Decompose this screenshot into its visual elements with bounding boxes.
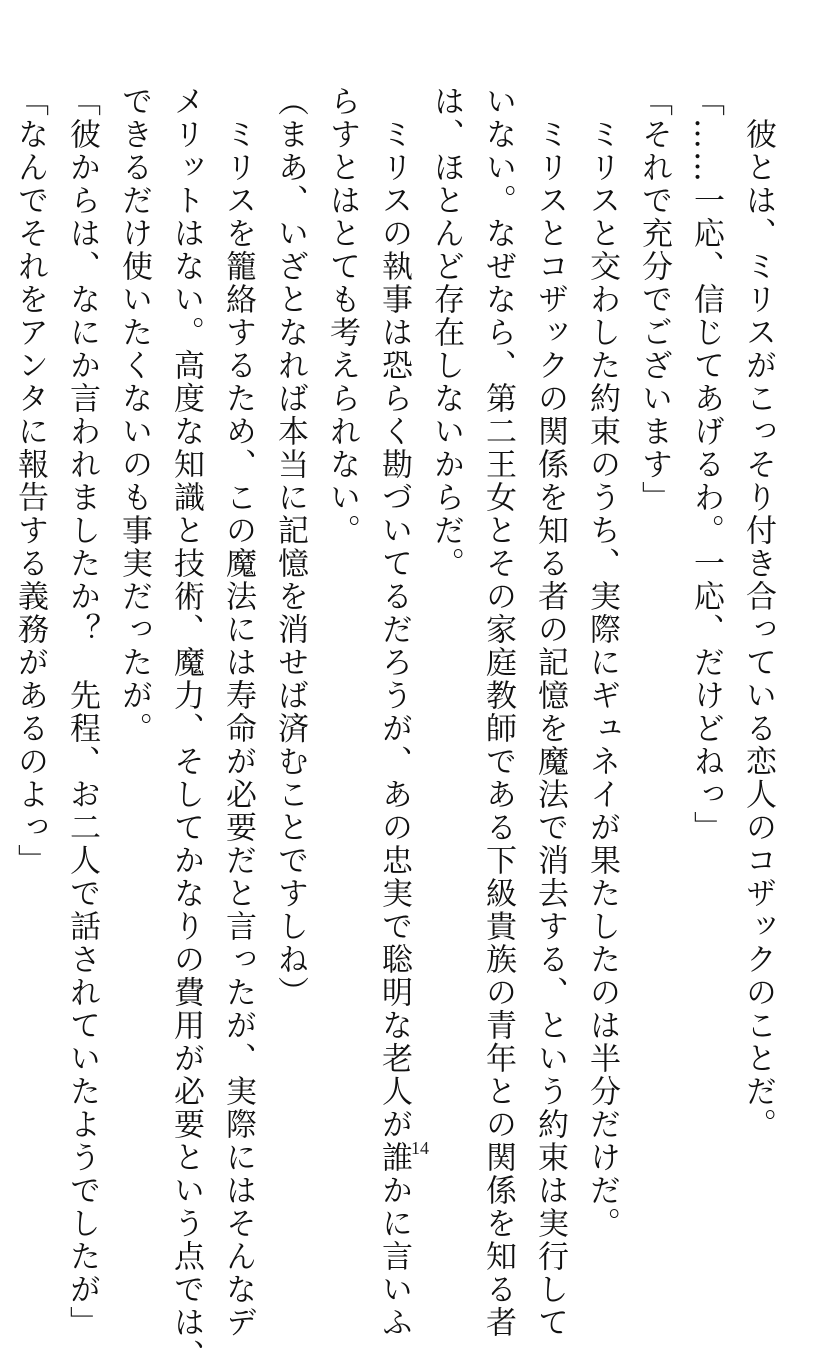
text-line: いない。なぜなら、第二王女とその家庭教師である下級貴族の青年との関係を知る者 bbox=[480, 85, 516, 1339]
text-line: ミリスとコザックの関係を知る者の記憶を魔法で消去する、という約束は実行して bbox=[532, 85, 568, 1339]
text-line: ミリスと交わした約束のうち、実際にギュネイが果たしたのは半分だけだ。 bbox=[584, 85, 620, 1240]
page-number: 14 bbox=[411, 1138, 429, 1158]
text-line: メリットはない。高度な知識と技術、魔力、そしてかなりの費用が必要という点では、 bbox=[168, 85, 204, 1372]
text-line: 「それで充分でございます」 bbox=[636, 85, 672, 514]
text-line: 「彼からは、なにか言われましたか？ 先程、お二人で話されていたようでしたが」 bbox=[64, 85, 100, 1339]
text-line: らすとはとても考えられない。 bbox=[324, 85, 360, 547]
text-line: できるだけ使いたくないのも事実だったが。 bbox=[116, 85, 152, 745]
text-line: 「なんでそれをアンタに報告する義務があるのよっ」 bbox=[12, 85, 48, 877]
text-line: （まあ、いざとなれば本当に記憶を消せば済むことですしね） bbox=[272, 85, 308, 1009]
text-line bbox=[0, 85, 4, 1105]
text-line: 「……一応、信じてあげるわ。一応、だけどねっ」 bbox=[688, 85, 724, 844]
text-line: ミリスの執事は恐らく勘づいてるだろうが、あの忠実で聡明な老人が誰かに言いふ bbox=[376, 85, 412, 1339]
text-line: は、ほとんど存在しないからだ。 bbox=[428, 85, 464, 580]
text-line: ミリスを籠絡するため、この魔法には寿命が必要だと言ったが、実際にはそんなデ bbox=[220, 85, 256, 1339]
text-line: 彼とは、ミリスがこっそり付き合っている恋人のコザックのことだ。 bbox=[740, 85, 776, 1141]
